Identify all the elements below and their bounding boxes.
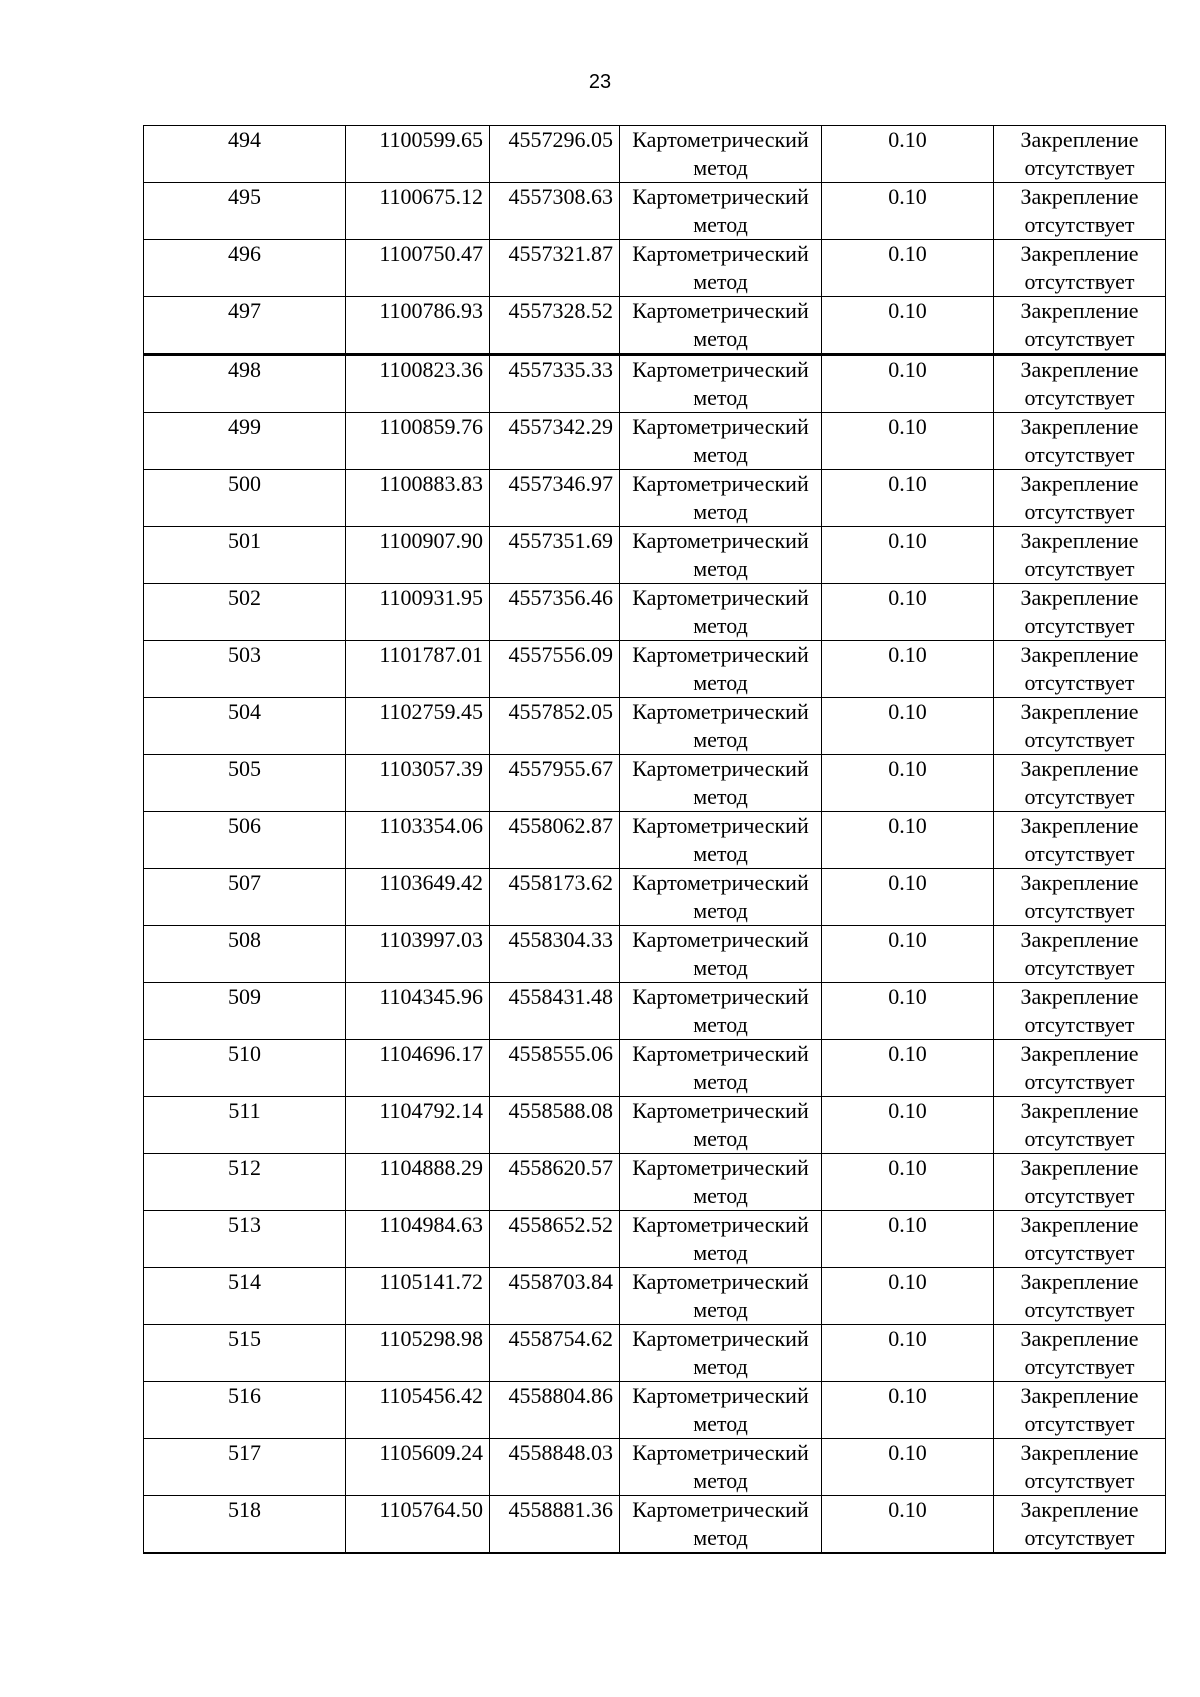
method-cell: Картометрический метод xyxy=(620,983,822,1040)
x-coordinate-cell: 1100859.76 xyxy=(346,413,490,470)
description-cell: Закрепление отсутствует xyxy=(994,755,1166,812)
description-cell: Закрепление отсутствует xyxy=(994,1097,1166,1154)
method-cell: Картометрический метод xyxy=(620,698,822,755)
accuracy-cell: 0.10 xyxy=(822,183,994,240)
y-coordinate-cell: 4557351.69 xyxy=(490,527,620,584)
description-cell: Закрепление отсутствует xyxy=(994,1382,1166,1439)
point-number-cell: 518 xyxy=(144,1496,346,1554)
x-coordinate-cell: 1102759.45 xyxy=(346,698,490,755)
method-cell: Картометрический метод xyxy=(620,641,822,698)
method-cell: Картометрический метод xyxy=(620,1439,822,1496)
y-coordinate-cell: 4557356.46 xyxy=(490,584,620,641)
y-coordinate-cell: 4557308.63 xyxy=(490,183,620,240)
x-coordinate-cell: 1104888.29 xyxy=(346,1154,490,1211)
table-row xyxy=(144,755,1166,812)
x-coordinate-cell: 1105298.98 xyxy=(346,1325,490,1382)
x-coordinate-cell: 1100931.95 xyxy=(346,584,490,641)
table-row xyxy=(144,1097,1166,1154)
x-coordinate-cell: 1105609.24 xyxy=(346,1439,490,1496)
table-row xyxy=(144,1268,1166,1325)
method-cell: Картометрический метод xyxy=(620,1382,822,1439)
description-cell: Закрепление отсутствует xyxy=(994,527,1166,584)
point-number-cell: 516 xyxy=(144,1382,346,1439)
table-row xyxy=(144,1496,1166,1554)
accuracy-cell: 0.10 xyxy=(822,584,994,641)
accuracy-cell: 0.10 xyxy=(822,1211,994,1268)
method-cell: Картометрический метод xyxy=(620,869,822,926)
point-number-cell: 514 xyxy=(144,1268,346,1325)
accuracy-cell: 0.10 xyxy=(822,1154,994,1211)
description-cell: Закрепление отсутствует xyxy=(994,584,1166,641)
point-number-cell: 502 xyxy=(144,584,346,641)
accuracy-cell: 0.10 xyxy=(822,470,994,527)
x-coordinate-cell: 1100786.93 xyxy=(346,297,490,355)
description-cell: Закрепление отсутствует xyxy=(994,1211,1166,1268)
y-coordinate-cell: 4558881.36 xyxy=(490,1496,620,1554)
y-coordinate-cell: 4558620.57 xyxy=(490,1154,620,1211)
accuracy-cell: 0.10 xyxy=(822,413,994,470)
y-coordinate-cell: 4558652.52 xyxy=(490,1211,620,1268)
description-cell: Закрепление отсутствует xyxy=(994,126,1166,183)
description-cell: Закрепление отсутствует xyxy=(994,413,1166,470)
method-cell: Картометрический метод xyxy=(620,527,822,584)
description-cell: Закрепление отсутствует xyxy=(994,240,1166,297)
point-number-cell: 512 xyxy=(144,1154,346,1211)
table-row xyxy=(144,527,1166,584)
point-number-cell: 507 xyxy=(144,869,346,926)
table-row xyxy=(144,183,1166,240)
point-number-cell: 500 xyxy=(144,470,346,527)
description-cell: Закрепление отсутствует xyxy=(994,1268,1166,1325)
description-cell: Закрепление отсутствует xyxy=(994,1439,1166,1496)
accuracy-cell: 0.10 xyxy=(822,1382,994,1439)
x-coordinate-cell: 1104984.63 xyxy=(346,1211,490,1268)
description-cell: Закрепление отсутствует xyxy=(994,355,1166,413)
method-cell: Картометрический метод xyxy=(620,1496,822,1554)
table-row xyxy=(144,297,1166,355)
point-number-cell: 506 xyxy=(144,812,346,869)
method-cell: Картометрический метод xyxy=(620,297,822,355)
point-number-cell: 497 xyxy=(144,297,346,355)
point-number-cell: 515 xyxy=(144,1325,346,1382)
x-coordinate-cell: 1103354.06 xyxy=(346,812,490,869)
y-coordinate-cell: 4558804.86 xyxy=(490,1382,620,1439)
coordinates-table xyxy=(143,125,1166,1554)
accuracy-cell: 0.10 xyxy=(822,1496,994,1554)
y-coordinate-cell: 4558173.62 xyxy=(490,869,620,926)
x-coordinate-cell: 1104345.96 xyxy=(346,983,490,1040)
description-cell: Закрепление отсутствует xyxy=(994,1325,1166,1382)
table-row xyxy=(144,641,1166,698)
y-coordinate-cell: 4557296.05 xyxy=(490,126,620,183)
accuracy-cell: 0.10 xyxy=(822,126,994,183)
description-cell: Закрепление отсутствует xyxy=(994,983,1166,1040)
y-coordinate-cell: 4558703.84 xyxy=(490,1268,620,1325)
description-cell: Закрепление отсутствует xyxy=(994,926,1166,983)
y-coordinate-cell: 4557342.29 xyxy=(490,413,620,470)
y-coordinate-cell: 4558588.08 xyxy=(490,1097,620,1154)
table-row xyxy=(144,355,1166,413)
method-cell: Картометрический метод xyxy=(620,584,822,641)
x-coordinate-cell: 1105764.50 xyxy=(346,1496,490,1554)
accuracy-cell: 0.10 xyxy=(822,812,994,869)
table-row xyxy=(144,1211,1166,1268)
accuracy-cell: 0.10 xyxy=(822,240,994,297)
point-number-cell: 503 xyxy=(144,641,346,698)
method-cell: Картометрический метод xyxy=(620,1154,822,1211)
y-coordinate-cell: 4558754.62 xyxy=(490,1325,620,1382)
y-coordinate-cell: 4558555.06 xyxy=(490,1040,620,1097)
y-coordinate-cell: 4558431.48 xyxy=(490,983,620,1040)
accuracy-cell: 0.10 xyxy=(822,297,994,355)
y-coordinate-cell: 4558848.03 xyxy=(490,1439,620,1496)
method-cell: Картометрический метод xyxy=(620,1040,822,1097)
y-coordinate-cell: 4558304.33 xyxy=(490,926,620,983)
x-coordinate-cell: 1105141.72 xyxy=(346,1268,490,1325)
point-number-cell: 501 xyxy=(144,527,346,584)
accuracy-cell: 0.10 xyxy=(822,527,994,584)
method-cell: Картометрический метод xyxy=(620,413,822,470)
accuracy-cell: 0.10 xyxy=(822,698,994,755)
point-number-cell: 510 xyxy=(144,1040,346,1097)
page-number: 23 xyxy=(588,71,612,93)
description-cell: Закрепление отсутствует xyxy=(994,869,1166,926)
point-number-cell: 496 xyxy=(144,240,346,297)
accuracy-cell: 0.10 xyxy=(822,355,994,413)
table-row xyxy=(144,983,1166,1040)
y-coordinate-cell: 4558062.87 xyxy=(490,812,620,869)
description-cell: Закрепление отсутствует xyxy=(994,812,1166,869)
x-coordinate-cell: 1100675.12 xyxy=(346,183,490,240)
table-row xyxy=(144,926,1166,983)
accuracy-cell: 0.10 xyxy=(822,1325,994,1382)
y-coordinate-cell: 4557852.05 xyxy=(490,698,620,755)
table-row xyxy=(144,869,1166,926)
method-cell: Картометрический метод xyxy=(620,183,822,240)
method-cell: Картометрический метод xyxy=(620,1268,822,1325)
point-number-cell: 498 xyxy=(144,355,346,413)
x-coordinate-cell: 1103057.39 xyxy=(346,755,490,812)
table-row xyxy=(144,126,1166,183)
point-number-cell: 499 xyxy=(144,413,346,470)
method-cell: Картометрический метод xyxy=(620,1097,822,1154)
y-coordinate-cell: 4557335.33 xyxy=(490,355,620,413)
description-cell: Закрепление отсутствует xyxy=(994,297,1166,355)
y-coordinate-cell: 4557346.97 xyxy=(490,470,620,527)
point-number-cell: 513 xyxy=(144,1211,346,1268)
method-cell: Картометрический метод xyxy=(620,126,822,183)
y-coordinate-cell: 4557955.67 xyxy=(490,755,620,812)
x-coordinate-cell: 1100750.47 xyxy=(346,240,490,297)
accuracy-cell: 0.10 xyxy=(822,926,994,983)
point-number-cell: 508 xyxy=(144,926,346,983)
table-row xyxy=(144,1382,1166,1439)
x-coordinate-cell: 1104696.17 xyxy=(346,1040,490,1097)
description-cell: Закрепление отсутствует xyxy=(994,698,1166,755)
point-number-cell: 505 xyxy=(144,755,346,812)
x-coordinate-cell: 1103997.03 xyxy=(346,926,490,983)
x-coordinate-cell: 1104792.14 xyxy=(346,1097,490,1154)
accuracy-cell: 0.10 xyxy=(822,869,994,926)
accuracy-cell: 0.10 xyxy=(822,1040,994,1097)
table-row xyxy=(144,413,1166,470)
accuracy-cell: 0.10 xyxy=(822,641,994,698)
table-row xyxy=(144,1040,1166,1097)
table-row xyxy=(144,1325,1166,1382)
accuracy-cell: 0.10 xyxy=(822,755,994,812)
x-coordinate-cell: 1100823.36 xyxy=(346,355,490,413)
accuracy-cell: 0.10 xyxy=(822,1268,994,1325)
method-cell: Картометрический метод xyxy=(620,812,822,869)
coordinates-table-body xyxy=(144,126,1166,1554)
table-row xyxy=(144,698,1166,755)
method-cell: Картометрический метод xyxy=(620,926,822,983)
description-cell: Закрепление отсутствует xyxy=(994,183,1166,240)
x-coordinate-cell: 1100907.90 xyxy=(346,527,490,584)
description-cell: Закрепление отсутствует xyxy=(994,1040,1166,1097)
point-number-cell: 517 xyxy=(144,1439,346,1496)
description-cell: Закрепление отсутствует xyxy=(994,1496,1166,1554)
y-coordinate-cell: 4557556.09 xyxy=(490,641,620,698)
method-cell: Картометрический метод xyxy=(620,355,822,413)
method-cell: Картометрический метод xyxy=(620,755,822,812)
x-coordinate-cell: 1101787.01 xyxy=(346,641,490,698)
x-coordinate-cell: 1105456.42 xyxy=(346,1382,490,1439)
accuracy-cell: 0.10 xyxy=(822,983,994,1040)
description-cell: Закрепление отсутствует xyxy=(994,1154,1166,1211)
table-row xyxy=(144,470,1166,527)
method-cell: Картометрический метод xyxy=(620,470,822,527)
x-coordinate-cell: 1100599.65 xyxy=(346,126,490,183)
accuracy-cell: 0.10 xyxy=(822,1439,994,1496)
x-coordinate-cell: 1103649.42 xyxy=(346,869,490,926)
table-row xyxy=(144,1439,1166,1496)
method-cell: Картометрический метод xyxy=(620,240,822,297)
accuracy-cell: 0.10 xyxy=(822,1097,994,1154)
description-cell: Закрепление отсутствует xyxy=(994,641,1166,698)
point-number-cell: 509 xyxy=(144,983,346,1040)
description-cell: Закрепление отсутствует xyxy=(994,470,1166,527)
point-number-cell: 494 xyxy=(144,126,346,183)
table-row xyxy=(144,1154,1166,1211)
point-number-cell: 495 xyxy=(144,183,346,240)
x-coordinate-cell: 1100883.83 xyxy=(346,470,490,527)
table-row xyxy=(144,812,1166,869)
point-number-cell: 511 xyxy=(144,1097,346,1154)
y-coordinate-cell: 4557328.52 xyxy=(490,297,620,355)
table-row xyxy=(144,240,1166,297)
point-number-cell: 504 xyxy=(144,698,346,755)
method-cell: Картометрический метод xyxy=(620,1211,822,1268)
method-cell: Картометрический метод xyxy=(620,1325,822,1382)
y-coordinate-cell: 4557321.87 xyxy=(490,240,620,297)
table-row xyxy=(144,584,1166,641)
